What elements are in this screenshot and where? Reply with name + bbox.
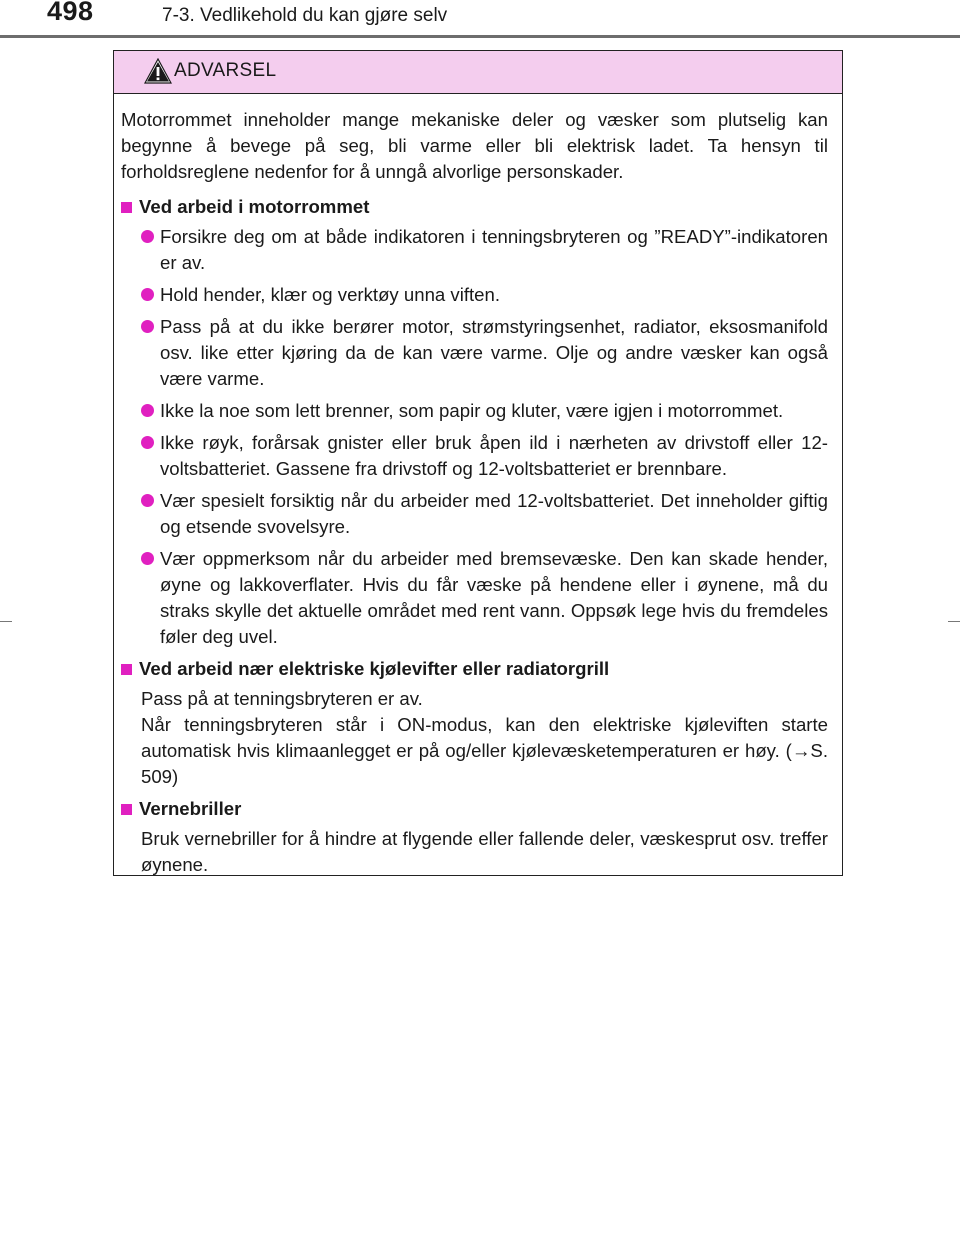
section-heading-text: Ved arbeid i motorrommet — [139, 196, 370, 217]
list-item — [121, 282, 828, 308]
round-bullet-icon — [141, 494, 154, 507]
section-heading — [121, 656, 828, 682]
list-item — [121, 546, 828, 650]
page-number: 498 — [47, 0, 94, 26]
round-bullet-icon — [141, 320, 154, 333]
section-title: 7-3. Vedlikehold du kan gjøre selv — [162, 5, 448, 26]
header-divider — [0, 35, 960, 38]
warning-intro: Motorrommet inneholder mange mekaniske deler og væsker som plutselig kan begynne å bevege på seg, bli varme eller bli elektrisk ladet. Ta hensyn til forholdsreglene nedenfor for å unngå alvorlige personskader. — [121, 109, 828, 182]
list-item — [121, 224, 828, 276]
section-heading — [121, 796, 828, 822]
warning-triangle-icon — [144, 58, 172, 84]
paragraph: Bruk vernebriller for å hindre at flygende eller fallende deler, væskesprut osv. treffer øynene. — [141, 828, 828, 875]
warning-box — [113, 50, 843, 876]
list-item-text: Vær oppmerksom når du arbeider med bremsevæske. Den kan skade hender, øyne og lakkoverflater. Hvis du får væske på hendene eller i øynene, må du straks skylle det aktuelle området med rent vann. Oppsøk lege hvis du fremdeles føler deg uvel. — [160, 548, 828, 647]
section-heading — [121, 194, 828, 220]
round-bullet-icon — [141, 288, 154, 301]
warning-body — [114, 94, 842, 878]
square-bullet-icon — [121, 804, 132, 815]
crop-mark-left — [0, 621, 12, 622]
list-item-text: Ikke la noe som lett brenner, som papir og kluter, være igjen i motorrommet. — [160, 400, 784, 421]
paragraph: Når tenningsbryteren står i ON-modus, kan den elektriske kjøleviften starte automatisk hvis klimaanlegget er på og/eller kjølevæsketemperaturen er høy. (→S. 509) — [141, 714, 828, 787]
round-bullet-icon — [141, 230, 154, 243]
warning-label: ADVARSEL — [174, 60, 277, 81]
square-bullet-icon — [121, 202, 132, 213]
paragraph: Pass på at tenningsbryteren er av. — [141, 688, 423, 709]
crop-mark-right — [948, 621, 960, 622]
list-item-text: Hold hender, klær og verktøy unna viften. — [160, 284, 501, 305]
list-item-text: Ikke røyk, forårsak gnister eller bruk åpen ild i nærheten av drivstoff eller 12-voltsbatteriet. Gassene fra drivstoff og 12-voltsbatteriet er brennbare. — [160, 432, 828, 479]
round-bullet-icon — [141, 436, 154, 449]
section-heading-text: Vernebriller — [139, 798, 242, 819]
round-bullet-icon — [141, 552, 154, 565]
square-bullet-icon — [121, 664, 132, 675]
list-item — [121, 398, 828, 424]
section-heading-text: Ved arbeid nær elektriske kjølevifter eller radiatorgrill — [139, 658, 610, 679]
list-item — [121, 488, 828, 540]
list-item-text: Vær spesielt forsiktig når du arbeider med 12-voltsbatteriet. Det inneholder giftig og etsende svovelsyre. — [160, 490, 828, 537]
list-item — [121, 314, 828, 392]
list-item-text: Forsikre deg om at både indikatoren i tenningsbryteren og ”READY”-indikatoren er av. — [160, 226, 828, 273]
round-bullet-icon — [141, 404, 154, 417]
page-header — [0, 0, 960, 40]
list-item — [121, 430, 828, 482]
list-item-text: Pass på at du ikke berører motor, strømstyringsenhet, radiator, eksosmanifold osv. like etter kjøring da de kan være varme. Olje og andre væsker kan også være varme. — [160, 316, 828, 389]
warning-header — [114, 51, 842, 94]
